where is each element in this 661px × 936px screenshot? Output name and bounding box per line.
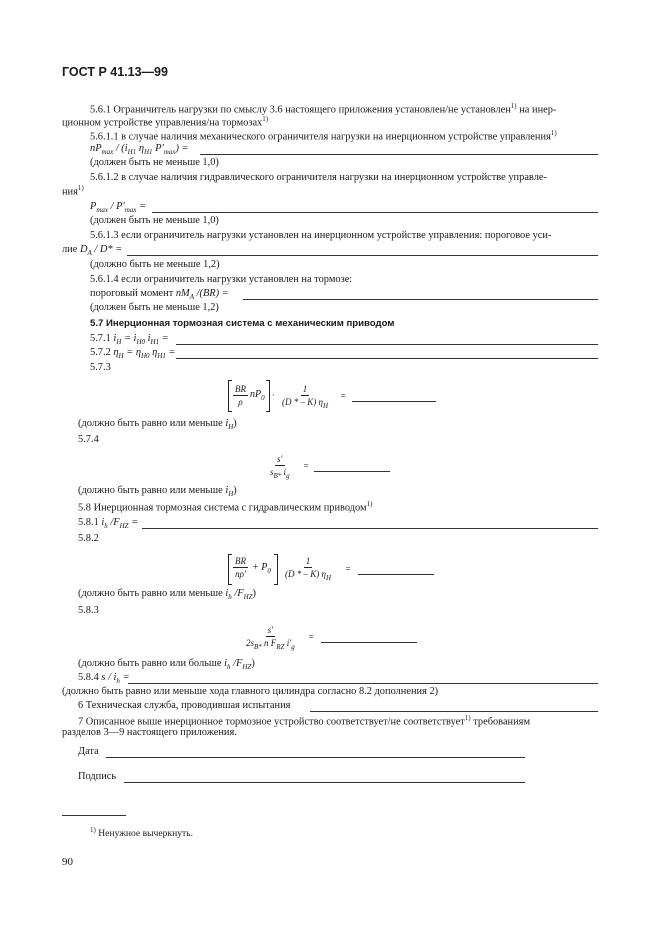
para-5-7-2-num: 5.7.2 (90, 347, 114, 358)
footnote-ref: 1) (510, 102, 517, 110)
para-5-8-1: 5.8.1 $i_h$ $/F_{HZ}$ = (78, 517, 139, 531)
para-5-6-1-cont (62, 115, 268, 129)
note-le-ihf: (должно быть равно или меньше $i_h$ $/F_{HZ}$) (78, 588, 256, 602)
fill-line-5-6-1-2[interactable] (152, 212, 598, 213)
fill-line-5-6-1-3[interactable] (127, 255, 598, 256)
formula-5-7-3-frac2: $\frac{1}{(D * - K) \eta_H}$ (282, 384, 329, 410)
fill-line-5-8-4[interactable] (128, 683, 598, 684)
footnote (90, 826, 193, 839)
para-5-8-4: 5.8.4 s / $i_h$ = (78, 672, 130, 686)
formula-5-7-3-np: $nP_0$ (250, 389, 265, 402)
note-le-text: (должно быть равно или меньше (78, 588, 226, 599)
para-5-6-1-4-text-b: пороговый момент (90, 288, 176, 299)
formula-5-8-3-frac: $\frac{s'}{2s_{B*} n F_{RZ} i'_g}$ (246, 625, 295, 651)
formula-5-6-1-2: $P_{max} / P'_{max}$ = (90, 201, 147, 215)
para-5-6-1-4: 5.6.1.4 если ограничитель нагрузки установлен на тормозе: (90, 274, 353, 285)
signature-label: Подпись (78, 771, 117, 782)
para-5-7-1-num: 5.7.1 (90, 333, 114, 344)
formula-5-8-2-eq: = (345, 564, 352, 574)
date-field[interactable] (106, 757, 525, 758)
bracket-left-2 (228, 554, 232, 585)
para-5-8-3: 5.8.3 (78, 605, 99, 616)
note-ge-text: (должно быть равно или больше (78, 658, 225, 669)
section-5-8-title (78, 500, 372, 514)
para-5-8-1-num: 5.8.1 (78, 517, 102, 528)
formula-rest: / (i (113, 143, 128, 154)
section-5-8-text: 5.8 Инерционная тормозная система с гидравлическим приводом (78, 502, 367, 514)
para-5-6-1-text-c: ционном устройстве управления/на тормозах (62, 117, 263, 129)
fill-line-5-6-1-4[interactable] (243, 299, 598, 300)
para-5-7-1: 5.7.1 $i_H = i_{H0}$ $i_{H1}$ = (90, 333, 169, 347)
note-must-1-2: (должно быть не меньше 1,2) (90, 259, 220, 270)
date-label: Дата (78, 746, 99, 757)
formula-np: nP (90, 143, 102, 154)
footnote-divider (62, 815, 126, 816)
para-5-7-4: 5.7.4 (78, 434, 99, 445)
para-7-text-b: требованиям (470, 716, 531, 728)
para-5-7-2: 5.7.2 $\eta_H = \eta_{H0}$ $\eta_{H1}$ = (90, 347, 176, 361)
footnote-ref: 1) (366, 500, 373, 508)
note-le-ih-1: (должно быть равно или меньше $i_H$) (78, 418, 237, 432)
formula-5-8-2-frac2: $\frac{1}{(D * - K) \eta_H}$ (285, 556, 332, 582)
para-5-6-1-3: 5.6.1.3 если ограничитель нагрузки установлен на инерционном устройстве управления: пороговое уси- (90, 230, 552, 241)
para-5-6-1-2: 5.6.1.2 в случае наличия гидравлического ограничителя нагрузки на инерционном устройстве управле- (90, 172, 547, 183)
formula-5-8-2-frac1: $\frac{BR}{n\rho'}$ (235, 556, 246, 579)
note-must-1-0: (должен быть не меньше 1,0) (90, 157, 219, 168)
para-5-6-1-2-text-b: ния (62, 186, 78, 198)
bracket-left (228, 380, 232, 412)
note-le-text: (должно быть равно или меньше (78, 485, 226, 496)
para-5-6-1-text-b: на инер- (516, 104, 557, 116)
para-5-6-1-4-b: пороговый момент $nM_A$ /(BR) = (90, 288, 229, 302)
fill-line-5-7-3[interactable] (352, 401, 436, 402)
section-5-7-title: 5.7 Инерционная тормозная система с механическим приводом (90, 318, 395, 329)
formula-5-7-4-frac: $\frac{s'}{s_{B*} i_g}$ (270, 454, 290, 480)
note-ge-ihf: (должно быть равно или больше $i_h$ $/F_{HZ}$) (78, 658, 255, 672)
footnote-text: Ненужное вычеркнуть. (95, 828, 193, 840)
para-7-cont: разделов 3—9 настоящего приложения. (62, 727, 237, 738)
document-header: ГОСТ Р 41.13—99 (62, 65, 168, 79)
para-5-6-1-text: 5.6.1 Ограничитель нагрузки по смыслу 3.6 настоящего приложения установлен/не установлен (90, 104, 511, 116)
para-5-8-4-num: 5.8.4 (78, 672, 102, 683)
para-5-6-1-3-cont: лие $D_A / D*$ = (62, 244, 123, 258)
para-6: 6 Техническая служба, проводившая испытания (78, 700, 291, 711)
formula-5-6-1-1: $nP_{max} / (i_{H1}$ $\eta_{H1}$ $P'_{max}$) = (90, 143, 189, 157)
fill-line-5-6-1-1[interactable] (200, 154, 598, 155)
para-5-8-2: 5.8.2 (78, 533, 99, 544)
footnote-ref: 1) (262, 115, 269, 123)
fill-line-5-8-3[interactable] (321, 642, 417, 643)
formula-5-7-3-frac1: $\frac{BR}{\rho}$ (235, 384, 246, 407)
fill-line-6[interactable] (310, 711, 598, 712)
para-7-text-a: 7 Описанное выше инерционное тормозное устройство соответствует/не соответствует (78, 716, 465, 728)
para-5-6-1-1 (90, 129, 557, 143)
para-5-6-1-3-text-b: лие (62, 244, 80, 255)
para-5-6-1-2-cont (62, 184, 84, 198)
note-le-text: (должно быть равно или меньше (78, 418, 226, 429)
footnote-ref: 1) (464, 714, 471, 722)
para-5-8-4-note: (должно быть равно или меньше хода главного цилиндра согласно 8.2 дополнения 2) (62, 686, 439, 697)
signature-field[interactable] (124, 782, 525, 783)
footnote-ref: 1) (77, 184, 84, 192)
fill-line-5-7-1[interactable] (176, 344, 598, 345)
fill-line-5-7-4[interactable] (314, 471, 390, 472)
bracket-right-2 (274, 554, 278, 585)
page-number: 90 (62, 856, 73, 868)
fill-line-5-7-2[interactable] (176, 358, 598, 359)
footnote-ref: 1) (550, 129, 557, 137)
note-le-ih-2: (должно быть равно или меньше $i_H$) (78, 485, 237, 499)
note-must-1-0-b: (должен быть не меньше 1,0) (90, 215, 219, 226)
formula-5-7-3-dot: · (272, 390, 275, 400)
fill-line-5-8-1[interactable] (142, 528, 598, 529)
formula-p: P (90, 201, 97, 212)
formula-5-8-2-p0: + $P_0$ (252, 562, 271, 575)
para-5-6-1-1-text: 5.6.1.1 в случае наличия механического ограничителя нагрузки на инерционном устройстве управления (90, 131, 551, 143)
fill-line-5-8-2[interactable] (358, 574, 434, 575)
formula-5-7-3-eq: = (340, 391, 347, 401)
note-must-1-2-b: (должен быть не меньше 1,2) (90, 302, 219, 313)
formula-5-7-4-eq: = (303, 461, 310, 471)
formula-5-8-3-eq: = (308, 632, 315, 642)
footnote-mark: 1) (90, 826, 96, 834)
para-5-7-3: 5.7.3 (90, 362, 111, 373)
bracket-right (266, 380, 270, 412)
